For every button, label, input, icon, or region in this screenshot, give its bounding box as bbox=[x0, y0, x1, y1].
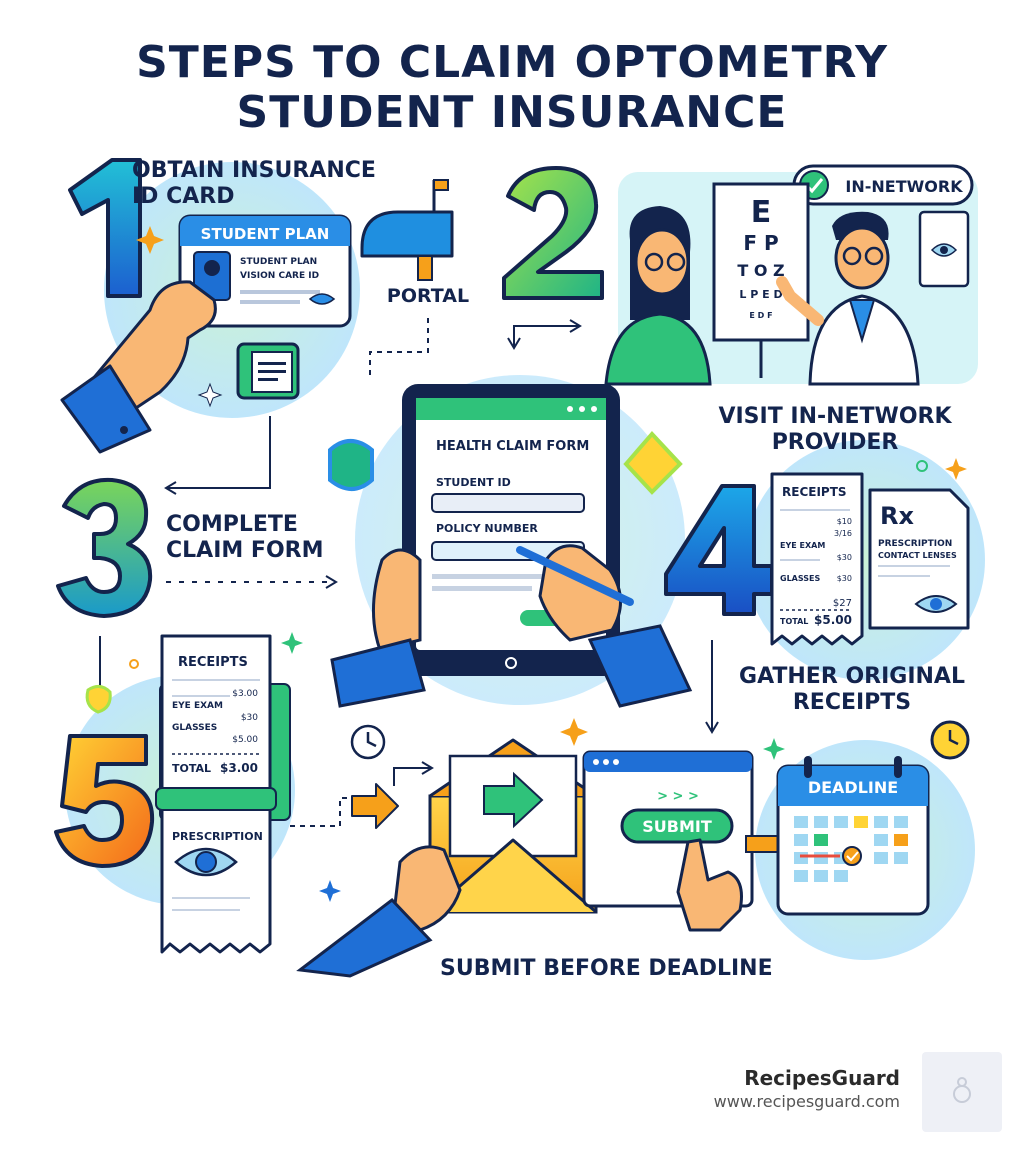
hand-holding-envelope-icon bbox=[300, 847, 460, 976]
clock-icon bbox=[352, 726, 384, 758]
brand-logo-icon bbox=[922, 1052, 1002, 1132]
receipt-left-total-value: $3.00 bbox=[220, 761, 258, 775]
step4-label-line2: RECEIPTS bbox=[792, 690, 912, 715]
receipt-left-line2-label: EYE EXAM bbox=[172, 701, 223, 711]
step5-label bbox=[440, 956, 773, 982]
shield-icon bbox=[330, 441, 372, 489]
step2-number-graphic bbox=[504, 168, 602, 298]
submit-arrows-text: > > > bbox=[657, 789, 699, 804]
step2-label-line2: PROVIDER bbox=[771, 430, 899, 455]
receipt-right-line2-value: 3/16 bbox=[834, 529, 852, 538]
eye-chart-row2: F P bbox=[743, 231, 779, 255]
prescription-right-line1: PRESCRIPTION bbox=[878, 539, 953, 549]
deadline-label: DEADLINE bbox=[807, 778, 899, 797]
sparkle-icon bbox=[560, 718, 588, 746]
receipt-right-line3-value: $30 bbox=[836, 553, 852, 562]
connector-arrow bbox=[394, 768, 430, 786]
claim-form-title: HEALTH CLAIM FORM bbox=[436, 439, 590, 454]
brand-logo bbox=[922, 1052, 1002, 1132]
id-card-line2: VISION CARE ID bbox=[240, 271, 320, 281]
folder-icon bbox=[238, 344, 298, 398]
eye-chart-row3: T O Z bbox=[737, 261, 785, 280]
step5-number-graphic bbox=[56, 736, 152, 866]
receipt-left-line2-value: $30 bbox=[240, 713, 258, 723]
step3-number-graphic bbox=[58, 480, 150, 616]
receipt-left-line4-value: $5.00 bbox=[232, 735, 258, 745]
receipt-left-line3-label: GLASSES bbox=[172, 723, 218, 733]
step4-label-line1: GATHER ORIGINAL bbox=[739, 664, 965, 689]
receipt-left-line1-value: $3.00 bbox=[232, 689, 258, 699]
dashed-connector bbox=[290, 798, 360, 826]
step5-label-line1: SUBMIT BEFORE DEADLINE bbox=[440, 956, 773, 981]
connector-arrowhead bbox=[326, 576, 336, 588]
step4-label bbox=[722, 664, 982, 716]
receipt-right-line3-label: EYE EXAM bbox=[780, 541, 826, 550]
receipt-left-prescription: PRESCRIPTION bbox=[172, 830, 263, 843]
receipt-right-line4-label: GLASSES bbox=[780, 574, 821, 583]
id-card-header: STUDENT PLAN bbox=[200, 225, 330, 243]
receipt-right-total-label: TOTAL bbox=[780, 617, 809, 626]
step2-label-line1: VISIT IN-NETWORK bbox=[718, 404, 952, 429]
dashed-connector bbox=[370, 318, 428, 380]
step1-label-line2: ID CARD bbox=[132, 184, 235, 209]
in-network-badge-text: IN-NETWORK bbox=[845, 177, 963, 196]
receipt-left-total-label: TOTAL bbox=[172, 762, 212, 775]
step3-label-line1: COMPLETE bbox=[166, 512, 298, 537]
claim-form-field-student-id: STUDENT ID bbox=[436, 476, 511, 489]
brand-url[interactable]: www.recipesguard.com bbox=[713, 1092, 900, 1111]
receipt-right-total-value: $5.00 bbox=[814, 613, 852, 627]
step3-label-line2: CLAIM FORM bbox=[166, 538, 324, 563]
receipt-right-line5-value: $27 bbox=[832, 598, 852, 609]
step3-label bbox=[166, 512, 324, 564]
receipt-left bbox=[156, 636, 290, 952]
rx-symbol: Rx bbox=[880, 502, 914, 530]
prescription-right-line2: CONTACT LENSES bbox=[878, 551, 957, 560]
receipt-right-line4-value: $30 bbox=[836, 574, 852, 583]
receipt-right-title: RECEIPTS bbox=[782, 485, 847, 499]
eye-chart-row1: E bbox=[750, 195, 772, 230]
submit-button-label: SUBMIT bbox=[642, 817, 712, 836]
receipt-right-line1-value: $10 bbox=[836, 517, 852, 526]
orange-arrow-icon bbox=[352, 784, 398, 828]
clipboard-icon bbox=[920, 212, 968, 286]
hand-holding-tablet-icon bbox=[332, 550, 424, 706]
step1-label-line1: OBTAIN INSURANCE bbox=[132, 158, 376, 183]
alarm-clock-icon bbox=[932, 722, 968, 758]
yellow-gem-icon bbox=[87, 686, 110, 712]
claim-form-field-policy-number: POLICY NUMBER bbox=[436, 522, 538, 535]
connector-arrow bbox=[168, 416, 270, 488]
receipt-left-title: RECEIPTS bbox=[178, 655, 248, 670]
id-card-line1: STUDENT PLAN bbox=[240, 257, 318, 267]
eye-chart-row4: L P E D bbox=[739, 288, 783, 301]
sparkle-icon bbox=[281, 632, 303, 654]
connector-two-way bbox=[514, 326, 578, 346]
sparkle-icon bbox=[319, 880, 341, 902]
decor-circle bbox=[130, 660, 138, 668]
connector-arrowhead bbox=[508, 320, 580, 348]
sparkle-icon bbox=[763, 738, 785, 760]
title-line-2: STUDENT INSURANCE bbox=[236, 87, 788, 138]
step1-label bbox=[132, 158, 376, 210]
portal-label: PORTAL bbox=[386, 285, 470, 307]
step2-label bbox=[690, 404, 980, 456]
brand-name: RecipesGuard bbox=[744, 1066, 900, 1090]
eye-chart-row5: E D F bbox=[749, 311, 773, 320]
title-line-1: STEPS TO CLAIM OPTOMETRY bbox=[136, 37, 888, 88]
